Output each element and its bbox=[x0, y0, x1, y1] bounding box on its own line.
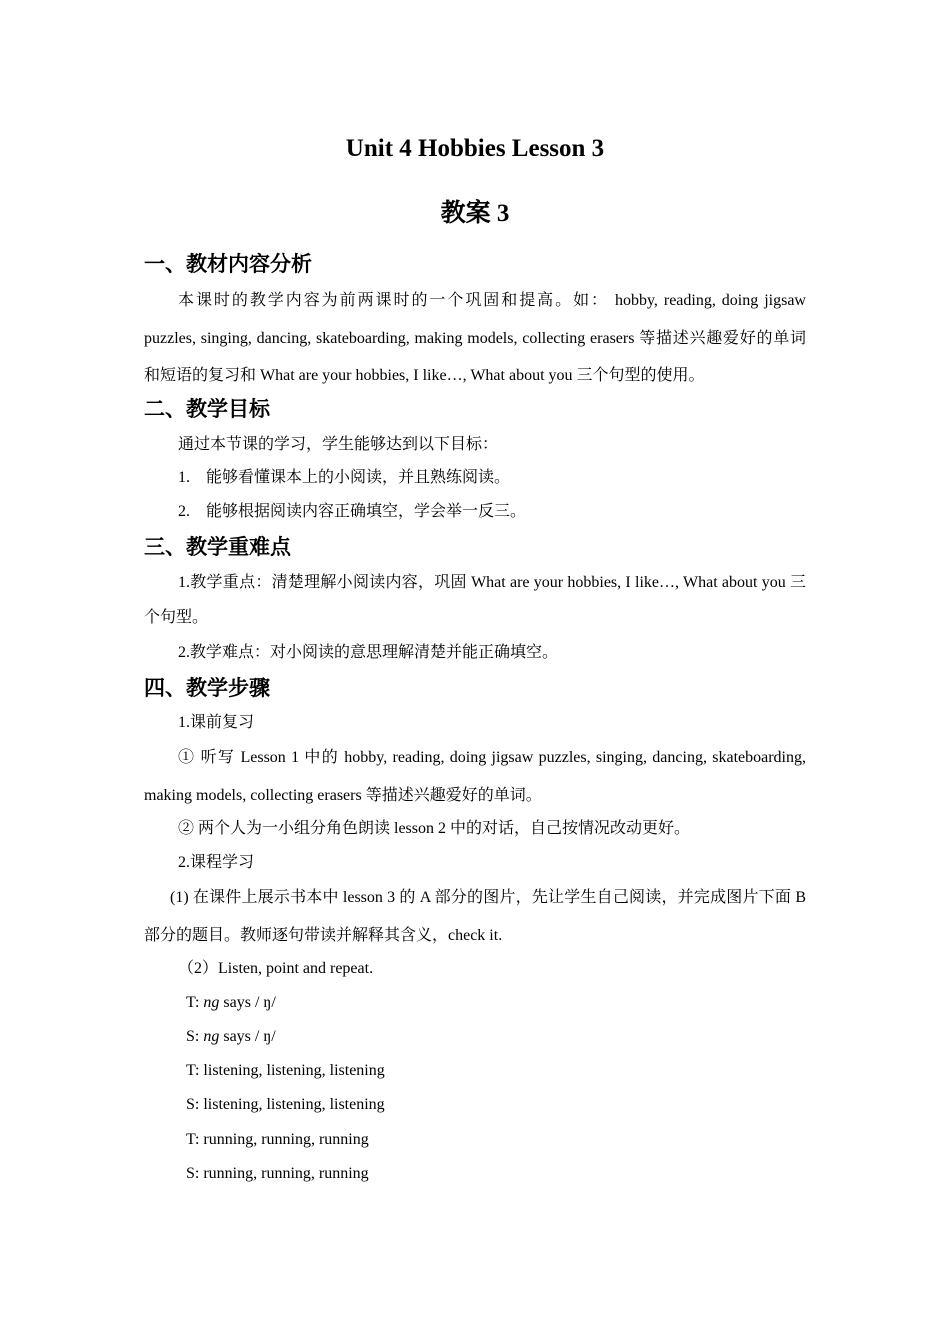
objectives-intro: 通过本节课的学习，学生能够达到以下目标： bbox=[178, 436, 499, 453]
section-heading-4: 四、教学步骤 bbox=[144, 676, 270, 700]
section-heading-3: 三、教学重难点 bbox=[144, 535, 291, 559]
key-point-paragraph: 1.教学重点：清楚理解小阅读内容，巩固 What are your hobbies, I like…, What about you 三个句型。 bbox=[144, 574, 806, 626]
dialogue-text: says / ŋ/ bbox=[219, 1028, 276, 1045]
dialogue-text: listening, listening, listening bbox=[199, 1062, 385, 1079]
objective-text: 能够看懂课本上的小阅读，并且熟练阅读。 bbox=[206, 469, 511, 486]
dialogue-line bbox=[186, 1129, 369, 1151]
dialogue-line bbox=[186, 1026, 276, 1048]
speaker: S: bbox=[186, 1096, 200, 1113]
document-subtitle: 教案 3 bbox=[440, 200, 510, 227]
phonics-letters: ng bbox=[203, 1028, 220, 1045]
dialogue-text: listening, listening, listening bbox=[199, 1096, 385, 1113]
objective-number: 1. bbox=[178, 469, 190, 486]
objective-number: 2. bbox=[178, 503, 190, 520]
objective-item-2 bbox=[178, 501, 526, 523]
speaker: T: bbox=[186, 1062, 200, 1079]
review-item-1: ① 听写 Lesson 1 中的 hobby, reading, doing jigsaw puzzles, singing, dancing, skateboarding, making models, collecting erasers 等描述兴趣爱好的单词。 bbox=[144, 749, 806, 804]
section-heading-2: 二、教学目标 bbox=[144, 397, 270, 421]
step-2-label: 2.课程学习 bbox=[178, 854, 255, 871]
objective-text: 能够根据阅读内容正确填空，学会举一反三。 bbox=[206, 503, 527, 520]
dialogue-line bbox=[186, 1060, 385, 1082]
dialogue-line bbox=[186, 1094, 385, 1116]
learning-item-2: （2）Listen, point and repeat. bbox=[178, 960, 374, 977]
speaker: S: bbox=[186, 1165, 200, 1182]
difficult-point-paragraph: 2.教学难点：对小阅读的意思理解清楚并能正确填空。 bbox=[178, 644, 559, 661]
step-1-label: 1.课前复习 bbox=[178, 714, 255, 731]
section-heading-1: 一、教材内容分析 bbox=[144, 252, 312, 276]
content-analysis-paragraph: 本课时的教学内容为前两课时的一个巩固和提高。如： hobby, reading, doing jigsaw puzzles, singing, dancing, skateboarding, making models, collecting erasers 等描述兴趣爱好的单词和短语的复习和 What are your hobbies, I like…, What about you 三个句型的使用。 bbox=[144, 292, 806, 384]
learning-item-1: (1) 在课件上展示书本中 lesson 3 的 A 部分的图片，先让学生自己阅读，并完成图片下面 B 部分的题目。教师逐句带读并解释其含义，check it. bbox=[144, 889, 806, 944]
dialogue-line bbox=[186, 992, 276, 1014]
speaker: S: bbox=[186, 1028, 200, 1045]
dialogue-text: running, running, running bbox=[199, 1131, 369, 1148]
phonics-letters: ng bbox=[203, 994, 220, 1011]
dialogue-line bbox=[186, 1163, 369, 1185]
dialogue-text: running, running, running bbox=[199, 1165, 369, 1182]
objective-item-1 bbox=[178, 467, 510, 489]
document-title: Unit 4 Hobbies Lesson 3 bbox=[345, 135, 605, 162]
review-item-2: ② 两个人为一小组分角色朗读 lesson 2 中的对话，自己按情况改动更好。 bbox=[178, 820, 691, 837]
speaker: T: bbox=[186, 994, 200, 1011]
dialogue-text: says / ŋ/ bbox=[219, 994, 276, 1011]
speaker: T: bbox=[186, 1131, 200, 1148]
